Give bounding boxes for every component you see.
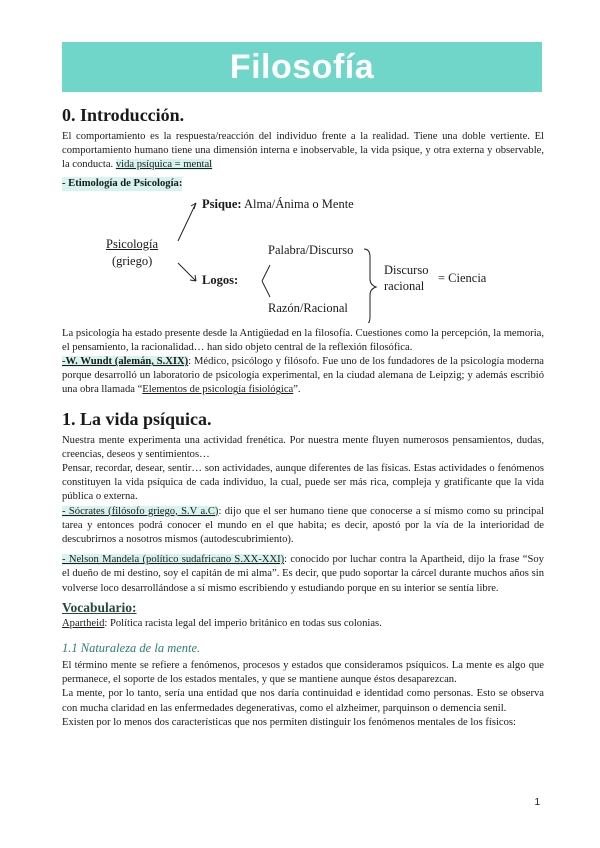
caracteristicas-paragraph: Existen por lo menos dos características que nos permiten distinguir los fenómenos mentales de los físicos: (62, 716, 516, 728)
intro-highlight: vida psíquica = mental (115, 159, 213, 171)
socrates-text: : dijo que el ser humano tiene que conocerse a sí mismo como su principal tarea y entonces podrá conocer el mundo en el que habita; es decir, apostó por la vía de la interioridad de descubrirnos a nosotros mismos (autodescubrimiento). (62, 505, 544, 546)
socrates-name: - Sócrates (filósofo griego, S.V a.C) (62, 505, 219, 517)
wundt-text-end: ”. (293, 384, 301, 396)
diagram-root-1: Psicología (106, 236, 159, 251)
diagram-discurso-2: racional (384, 278, 425, 293)
wundt-book: Elementos de psicología fisiológica (142, 384, 294, 396)
diagram-psique (202, 197, 354, 212)
subsection-heading: 1.1 Naturaleza de la mente. (62, 641, 201, 656)
mente-paragraph: Nuestra mente experimenta una actividad frenética. Por nuestra mente fluyen numerosos pensamientos, dudas, creencias, deseos y sentimientos… (62, 434, 544, 460)
socrates-paragraph (62, 505, 544, 548)
termino-paragraph: El término mente se refiere a fenómenos, procesos y estados que consideramos psíquicos. La mente es algo que permanece, el soporte de los estados mentales, y que se mantiene aunque éstos desaparezcan. (62, 660, 544, 686)
document-body (62, 104, 544, 730)
mandela-paragraph (62, 553, 544, 596)
vocabulary-entry (62, 617, 544, 631)
diagram-palabra: Palabra/Discurso (268, 242, 354, 257)
vocab-term: Apartheid (62, 617, 105, 629)
page-title: Filosofía (229, 47, 375, 86)
psique-label: Psique: (202, 196, 242, 211)
title-banner (62, 42, 542, 92)
etymology-label: - Etimología de Psicología: (62, 177, 183, 189)
etymology-diagram (62, 197, 544, 323)
intro-text: El comportamiento es la respuesta/reacción del individuo frente a la realidad. Tiene una doble vertiente. El comportamiento humano tiene una dimensión interna e inobservable, la vida psique, y otra externa y observable, la conducta. (62, 131, 544, 171)
entidad-paragraph: La mente, por lo tanto, sería una entidad que nos daría continuidad e identidad como personas. Esto se observa con mucha claridad en las enfermedades degenerativas, como el alzheimer, parquinson o demencia senil. (62, 688, 544, 714)
page-number: 1 (534, 797, 540, 808)
wundt-paragraph (62, 355, 544, 398)
wundt-text: : Médico, psicólogo y filósofo. Fue uno de los fundadores de la psicología moderna porque desarrolló un laboratorio de psicología experimental, en la ciudad alemana de Leipzig; y además escribió una obra llamada “ (62, 356, 544, 396)
diagram-razon: Razón/Racional (268, 300, 348, 315)
mandela-name: - Nelson Mandela (político sudafricano S.XX-XXI) (62, 554, 285, 566)
intro-paragraph (62, 130, 544, 173)
vocabulary-heading: Vocabulario: (62, 599, 137, 615)
diagram-discurso-1: Discurso (384, 262, 429, 277)
antiguedad-paragraph: La psicología ha estado presente desde la Antigüedad en la filosofía. Cuestiones como la percepción, la memoria, el pensamiento, la racionalidad… han sido objeto central de la reflexión filosófica. (62, 327, 544, 353)
vocab-definition: : Política racista legal del imperio británico en todas sus colonias. (104, 617, 382, 629)
section-1-heading: 1. La vida psíquica. (62, 408, 212, 429)
diagram-ciencia: = Ciencia (438, 270, 487, 285)
diagram-root-2: (griego) (112, 253, 153, 268)
pensar-paragraph: Pensar, recordar, desear, sentir… son actividades, aunque diferentes de las físicas. Estas actividades o fenómenos constituyen la vida psíquica de cada individuo, la cual, puede ser más rica, compleja y gratificante que la vida pública o externa. (62, 463, 544, 503)
wundt-name: -W. Wundt (alemán, S.XIX) (62, 356, 189, 368)
mandela-text: : conocido por luchar contra la Apartheid, dijo la frase “Soy el dueño de mi destino, soy el capitán de mi alma”. Es decir, que pudo soportar la cárcel durante muchos años sin volverse loco desarrollándose a sí mismo escribiendo y estudiando porque en su interior se sentía libre. (62, 554, 544, 594)
diagram-logos: Logos: (202, 272, 239, 287)
section-0-heading: 0. Introducción. (62, 105, 185, 125)
psique-value: Alma/Ánima o Mente (244, 196, 354, 211)
